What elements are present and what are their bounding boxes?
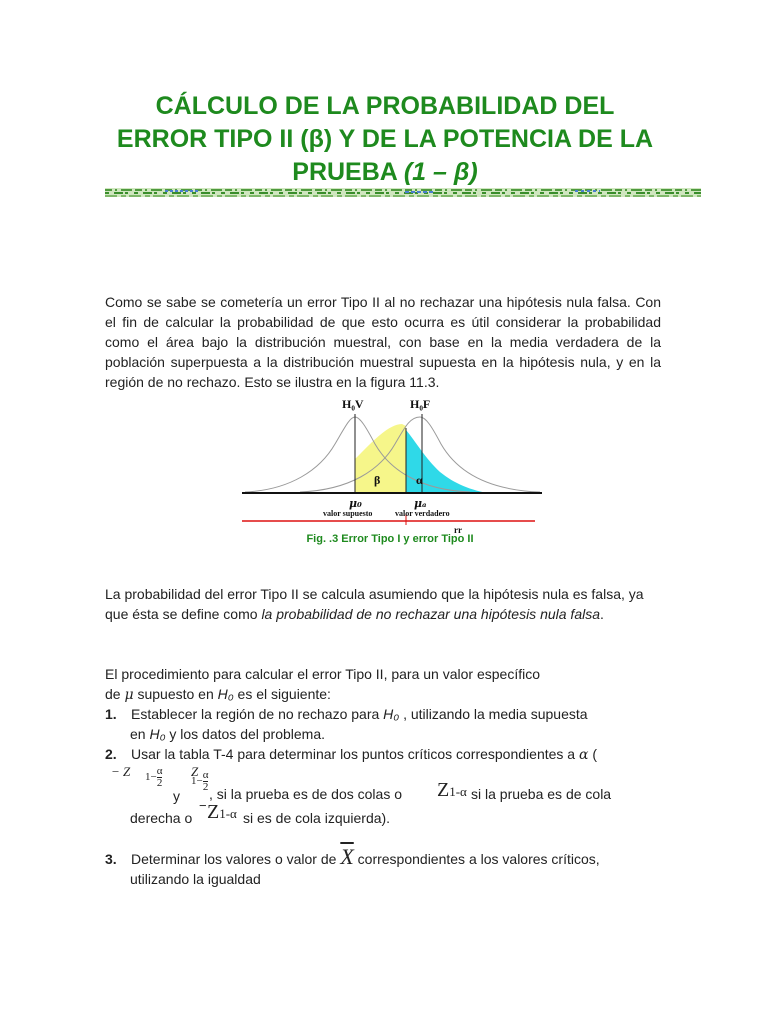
step-2-text-a: Usar la tabla T-4 para determinar los puntos críticos correspondientes a xyxy=(131,746,579,762)
step-2-left-tail xyxy=(105,800,665,828)
step-1-text-a: Establecer la región de no rechazo para xyxy=(131,706,384,722)
z-symbol-1: Z xyxy=(123,764,131,779)
mu-symbol: μ xyxy=(124,687,134,703)
sub-one-minus-alpha-1: 1-α xyxy=(449,784,467,799)
step-2-text-e: derecha o xyxy=(130,810,193,826)
z-symbol-3: Z xyxy=(437,779,450,801)
step-2-text-b: ( xyxy=(588,746,597,762)
frac-bot-1: 2 xyxy=(156,777,163,789)
alpha-symbol: α xyxy=(578,747,589,763)
frac-bot-2: 2 xyxy=(202,781,209,793)
valor-verdadero-label: valor verdadero xyxy=(395,509,450,518)
page-title xyxy=(60,90,710,189)
step-1 xyxy=(105,704,665,744)
p3-text-c: es el siguiente: xyxy=(233,686,331,702)
step-2-text-f: si es de cola izquierda). xyxy=(243,810,391,826)
procedure-intro-line2 xyxy=(105,684,665,705)
step-3-text-b: correspondientes a los valores críticos, xyxy=(353,851,600,867)
title-line-3-prefix: PRUEBA xyxy=(292,158,404,186)
step-1-number: 1. xyxy=(105,706,117,722)
p2-text-a: La probabilidad del error Tipo II se calcula asumiendo que la hipótesis nula es falsa, ya que ésta se define como xyxy=(105,586,644,622)
p3-text-a: de xyxy=(105,686,125,702)
z-one-minus-alpha-right xyxy=(437,780,467,802)
y-conjunction: y xyxy=(173,788,180,804)
title-line-2: ERROR TIPO II (β) Y DE LA POTENCIA DE LA xyxy=(116,125,654,153)
rr-label: rr xyxy=(454,525,462,535)
one-minus-1: 1− xyxy=(145,771,157,784)
step-2-number: 2. xyxy=(105,746,117,762)
h0f-label: H₀F xyxy=(410,397,431,411)
beta-label: β xyxy=(374,473,381,487)
step-3-text-c: utilizando la igualdad xyxy=(130,871,261,887)
x-bar-symbol: $\overline{X}$ xyxy=(340,844,354,869)
step-3-number: 3. xyxy=(105,851,117,867)
neg-z-upper xyxy=(111,762,130,782)
step-2-text-c: , si la prueba es de dos colas o xyxy=(209,786,403,802)
h0-symbol: H₀ xyxy=(217,686,234,702)
step-3-text-a: Determinar los valores o valor de xyxy=(131,851,341,867)
mua-label: μₐ xyxy=(414,497,427,510)
z-half-alpha-subscript-2 xyxy=(191,770,208,793)
p2-text-c: . xyxy=(600,606,604,622)
z-symbol-4: Z xyxy=(207,801,220,823)
title-line-3-italic: (1 – β) xyxy=(403,158,478,186)
alpha-label: α xyxy=(416,473,423,487)
procedure-intro-line1: El procedimiento para calcular el error Tipo II, para un valor específico xyxy=(105,666,540,682)
valor-supuesto-label: valor supuesto xyxy=(323,509,373,518)
p2-text-italic: la probabilidad de no rechazar una hipótesis nula falsa xyxy=(261,606,601,622)
minus-sign-1: − xyxy=(111,764,120,779)
one-minus-2: 1− xyxy=(191,775,203,788)
step-1-text-b: , utilizando la media supuesta xyxy=(399,706,588,722)
step-1-text-c: en xyxy=(130,726,150,742)
mu0-label: μ₀ xyxy=(349,497,362,510)
p3-text-b: supuesto en xyxy=(133,686,218,702)
sub-one-minus-alpha-2: 1-α xyxy=(219,806,237,821)
figure-caption: Fig. .3 Error Tipo I y error Tipo II xyxy=(306,533,474,545)
z-half-alpha-subscript-1 xyxy=(145,766,162,789)
frac-top-2: α xyxy=(202,769,209,781)
z-critical-values xyxy=(105,760,665,804)
step-1-h0: H₀ xyxy=(383,706,400,722)
frac-top-1: α xyxy=(156,765,163,777)
neg-z-one-minus-alpha xyxy=(207,802,237,824)
step-2-text-d: si la prueba es de cola xyxy=(471,786,612,802)
title-line-1: CÁLCULO DE LA PROBABILIDAD DEL xyxy=(155,92,615,120)
step-1-h0-2: H₀ xyxy=(149,726,166,742)
minus-sign-2: − xyxy=(199,798,207,813)
beta-area xyxy=(355,424,406,494)
step-1-text-d: y los datos del problema. xyxy=(165,726,326,742)
type-error-figure xyxy=(230,392,550,552)
z-symbol-2: Z xyxy=(191,764,199,779)
step-3 xyxy=(105,844,665,889)
decorative-divider xyxy=(105,183,701,201)
h0v-label: H₀V xyxy=(342,397,364,411)
intro-paragraph: Como se sabe se cometería un error Tipo II al no rechazar una hipótesis nula falsa. Con el fin de calcular la probabilidad de que esto ocurra es útil considerar la probabilidad como el área bajo la distribución muestral, con base en la media verdadera de la población superpuesta a la distribución muestral supuesta en la hipótesis nula, y en la región de no rechazo. Esto se ilustra en la figura 11.3. xyxy=(105,294,661,390)
type-ii-definition-paragraph xyxy=(105,584,661,624)
